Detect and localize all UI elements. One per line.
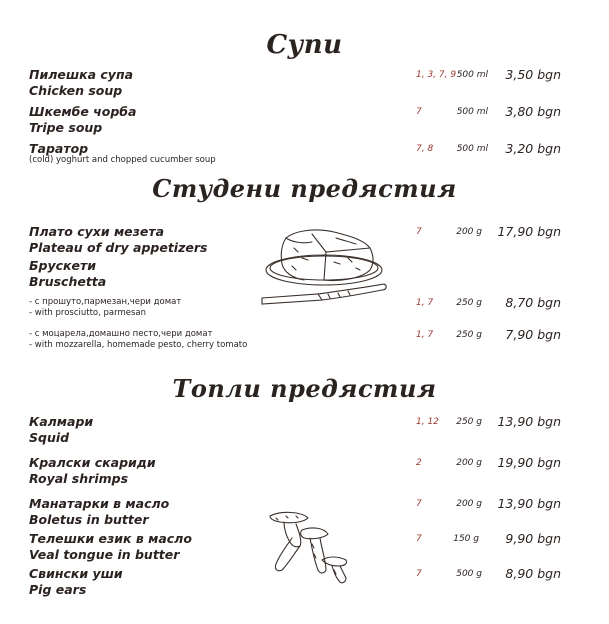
- mushrooms-icon: [262, 508, 362, 588]
- item-price: 19,90 bgn: [497, 455, 561, 470]
- item-name-bg: Таратор: [29, 141, 89, 156]
- item-allergens: 1, 12: [416, 417, 439, 427]
- item-allergens: 1, 7: [416, 330, 434, 340]
- item-allergens: 7: [416, 499, 422, 509]
- item-name-en: Plateau of dry appetizers: [29, 240, 208, 255]
- cheese-board-icon: [252, 218, 392, 318]
- item-allergens: 1, 3, 7, 9: [416, 70, 457, 80]
- item-allergens: 7, 8: [416, 144, 434, 154]
- item-quantity: 150 g: [453, 534, 479, 544]
- item-quantity: 200 g: [456, 499, 482, 509]
- item-price: 17,90 bgn: [497, 224, 561, 239]
- item-quantity: 500 g: [456, 569, 482, 579]
- item-name-bg: Кралски скариди: [29, 455, 156, 470]
- item-name-bg: Шкембе чорба: [29, 104, 137, 119]
- item-name-en: Royal shrimps: [29, 471, 129, 486]
- item-note-bg: - с прошуто,пармезан,чери домат: [29, 297, 182, 307]
- item-quantity: 250 g: [456, 330, 482, 340]
- section-title-hot-appetizers: Топли предястия: [172, 374, 437, 403]
- item-note-en: - with prosciutto, parmesan: [29, 308, 147, 318]
- item-quantity: 200 g: [456, 458, 482, 468]
- item-name-en: Chicken soup: [29, 83, 123, 98]
- item-price: 13,90 bgn: [497, 414, 561, 429]
- item-name-en: Squid: [29, 430, 70, 445]
- item-price: 3,20 bgn: [505, 141, 561, 156]
- item-price: 7,90 bgn: [505, 327, 561, 342]
- item-name-en: Bruschetta: [29, 274, 107, 289]
- item-allergens: 7: [416, 107, 422, 117]
- item-price: 9,90 bgn: [505, 531, 561, 546]
- section-title-cold-appetizers: Студени предястия: [152, 174, 457, 203]
- item-name-en: Boletus in butter: [29, 512, 149, 527]
- item-price: 8,90 bgn: [505, 566, 561, 581]
- item-price: 8,70 bgn: [505, 295, 561, 310]
- item-quantity: 500 ml: [456, 107, 488, 117]
- section-title-soups: Супи: [266, 30, 343, 60]
- item-note-en: - with mozzarella, homemade pesto, cherry tomato: [29, 340, 248, 350]
- item-quantity: 500 ml: [456, 70, 488, 80]
- item-name-en: Pig ears: [29, 582, 87, 597]
- item-name-en: Veal tongue in butter: [29, 547, 180, 562]
- item-quantity: 200 g: [456, 227, 482, 237]
- item-name-bg: Телешки език в масло: [29, 531, 192, 546]
- item-quantity: 250 g: [456, 298, 482, 308]
- item-allergens: 7: [416, 534, 422, 544]
- item-name-bg: Калмари: [29, 414, 94, 429]
- item-name-bg: Манатарки в масло: [29, 496, 170, 511]
- item-allergens: 7: [416, 569, 422, 579]
- item-price: 3,80 bgn: [505, 104, 561, 119]
- item-allergens: 7: [416, 227, 422, 237]
- item-name-bg: Плато сухи мезета: [29, 224, 165, 239]
- item-quantity: 250 g: [456, 417, 482, 427]
- item-allergens: 1, 7: [416, 298, 434, 308]
- item-note-bg: - с моцарела,домашно песто,чери домат: [29, 329, 213, 339]
- item-allergens: 2: [416, 458, 422, 468]
- item-price: 3,50 bgn: [505, 67, 561, 82]
- item-name-en: Tripe soup: [29, 120, 103, 135]
- item-name-bg: Брускети: [29, 258, 96, 273]
- item-quantity: 500 ml: [456, 144, 488, 154]
- item-price: 13,90 bgn: [497, 496, 561, 511]
- item-name-bg: Пилешка супа: [29, 67, 134, 82]
- item-name-bg: Свински уши: [29, 566, 123, 581]
- item-name-en: (cold) yoghurt and chopped cucumber soup: [29, 155, 216, 165]
